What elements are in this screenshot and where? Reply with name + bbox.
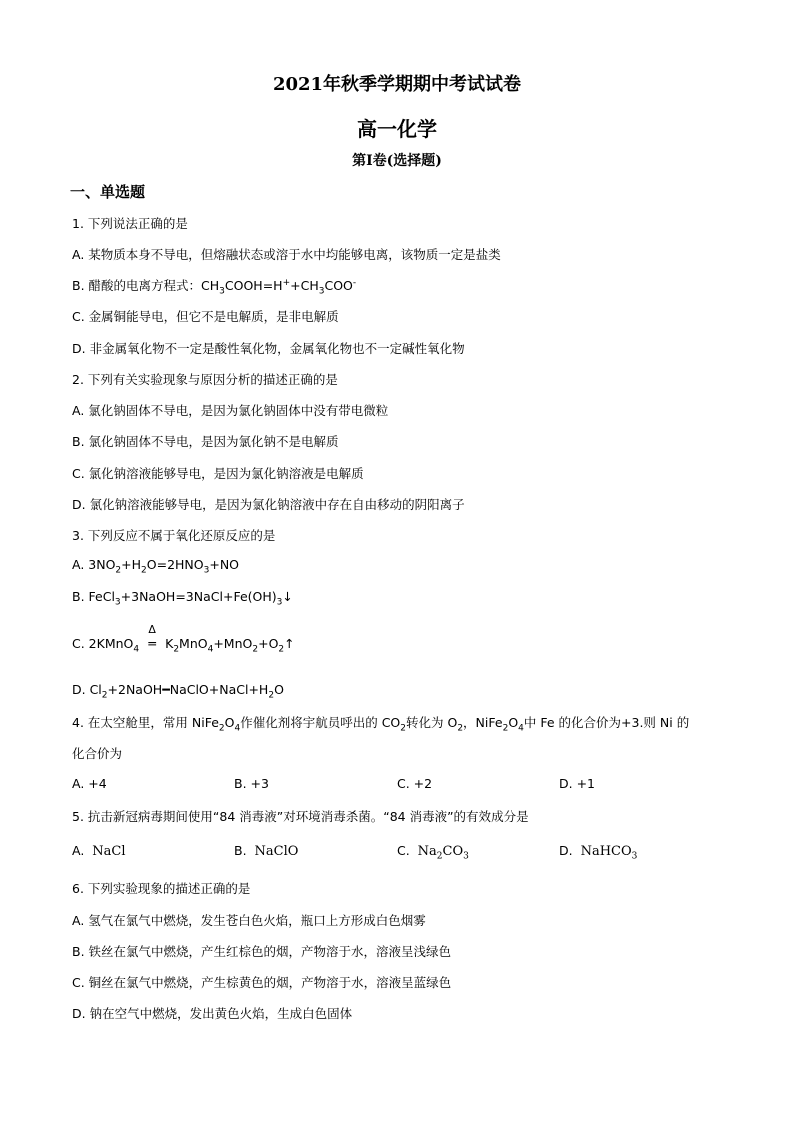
question-4-option-a: A. +4: [72, 776, 107, 791]
question-2-stem: 2. 下列有关实验现象与原因分析的描述正确的是: [72, 372, 338, 387]
question-3-stem: 3. 下列反应不属于氧化还原反应的是: [72, 528, 276, 543]
question-3-option-b: B. $FeCl_3+3NaOH=3NaCl+Fe(OH)_3↓$: [72, 589, 293, 608]
question-2-option-c: C. 氯化钠溶液能够导电，是因为氯化钠溶液是电解质: [72, 466, 364, 481]
question-5-option-d: D. NaHCO$_3$: [559, 843, 638, 862]
question-3-option-c: C. 2KMnO$_4$ Δ ═ $K_2MnO_4+MnO_2+O_2↑$: [72, 623, 295, 655]
question-6-stem: 6. 下列实验现象的描述正确的是: [72, 881, 251, 896]
question-6-option-b: B. 铁丝在氯气中燃烧，产生红棕色的烟，产物溶于水，溶液呈浅绿色: [72, 944, 452, 959]
question-3-option-a: A. $3NO_2+H_2O=2HNO_3+NO$: [72, 557, 240, 576]
question-4-option-b: B. +3: [234, 776, 269, 791]
question-1-option-b: B. 醋酸的电离方程式：$CH_3COOH=H^++CH_3COO^-$: [72, 277, 357, 297]
subject-title: 高一化学: [357, 117, 437, 141]
question-5-option-c: C. $Na_2CO_3$: [397, 843, 469, 862]
question-4-stem: 4. 在太空舱里，常用 $NiFe_2O_4$作催化剂将宇航员呼出的 $CO_2$转化为 $O_2$，$NiFe_2O_4$中 Fe 的化合价为+3.则 Ni 的: [72, 715, 690, 734]
question-6-option-c: C. 铜丝在氯气中燃烧，产生棕黄色的烟，产物溶于水，溶液呈蓝绿色: [72, 975, 452, 990]
question-2-option-d: D. 氯化钠溶液能够导电，是因为氯化钠溶液中存在自由移动的阴阳离子: [72, 497, 465, 512]
question-6-option-d: D. 钠在空气中燃烧，发出黄色火焰，生成白色固体: [72, 1006, 353, 1021]
question-2-option-b: B. 氯化钠固体不导电，是因为氯化钠不是电解质: [72, 434, 339, 449]
question-5-option-a: A. NaCl: [72, 843, 126, 859]
question-4-option-c: C. +2: [397, 776, 433, 791]
question-4-option-d: D. +1: [559, 776, 595, 791]
question-4-stem-line2: 化合价为: [72, 746, 123, 761]
exam-title: 2021年秋季学期期中考试试卷: [272, 74, 522, 95]
question-1-stem: 1. 下列说法正确的是: [72, 216, 188, 231]
heating-equals-sign: Δ ═: [148, 623, 156, 651]
question-2-option-a: A. 氯化钠固体不导电，是因为氯化钠固体中没有带电微粒: [72, 403, 389, 418]
question-6-option-a: A. 氢气在氯气中燃烧，发生苍白色火焰，瓶口上方形成白色烟雾: [72, 913, 426, 928]
question-5-stem: 5. 抗击新冠病毒期间使用“84 消毒液”对环境消毒杀菌。“84 消毒液”的有效成分是: [72, 809, 529, 824]
part-title: 第Ⅰ卷(选择题): [352, 153, 442, 169]
question-1-option-a: A. 某物质本身不导电，但熔融状态或溶于水中均能够电离，该物质一定是盐类: [72, 247, 501, 262]
question-1-option-c: C. 金属铜能导电，但它不是电解质，是非电解质: [72, 309, 339, 324]
question-3-option-d: D. $Cl_2+2NaOH━NaClO+NaCl+H_2O$: [72, 682, 284, 701]
section-heading: 一、单选题: [70, 183, 146, 201]
question-1-option-d: D. 非金属氧化物不一定是酸性氧化物，金属氧化物也不一定碱性氧化物: [72, 341, 465, 356]
question-5-option-b: B. NaClO: [234, 843, 299, 859]
